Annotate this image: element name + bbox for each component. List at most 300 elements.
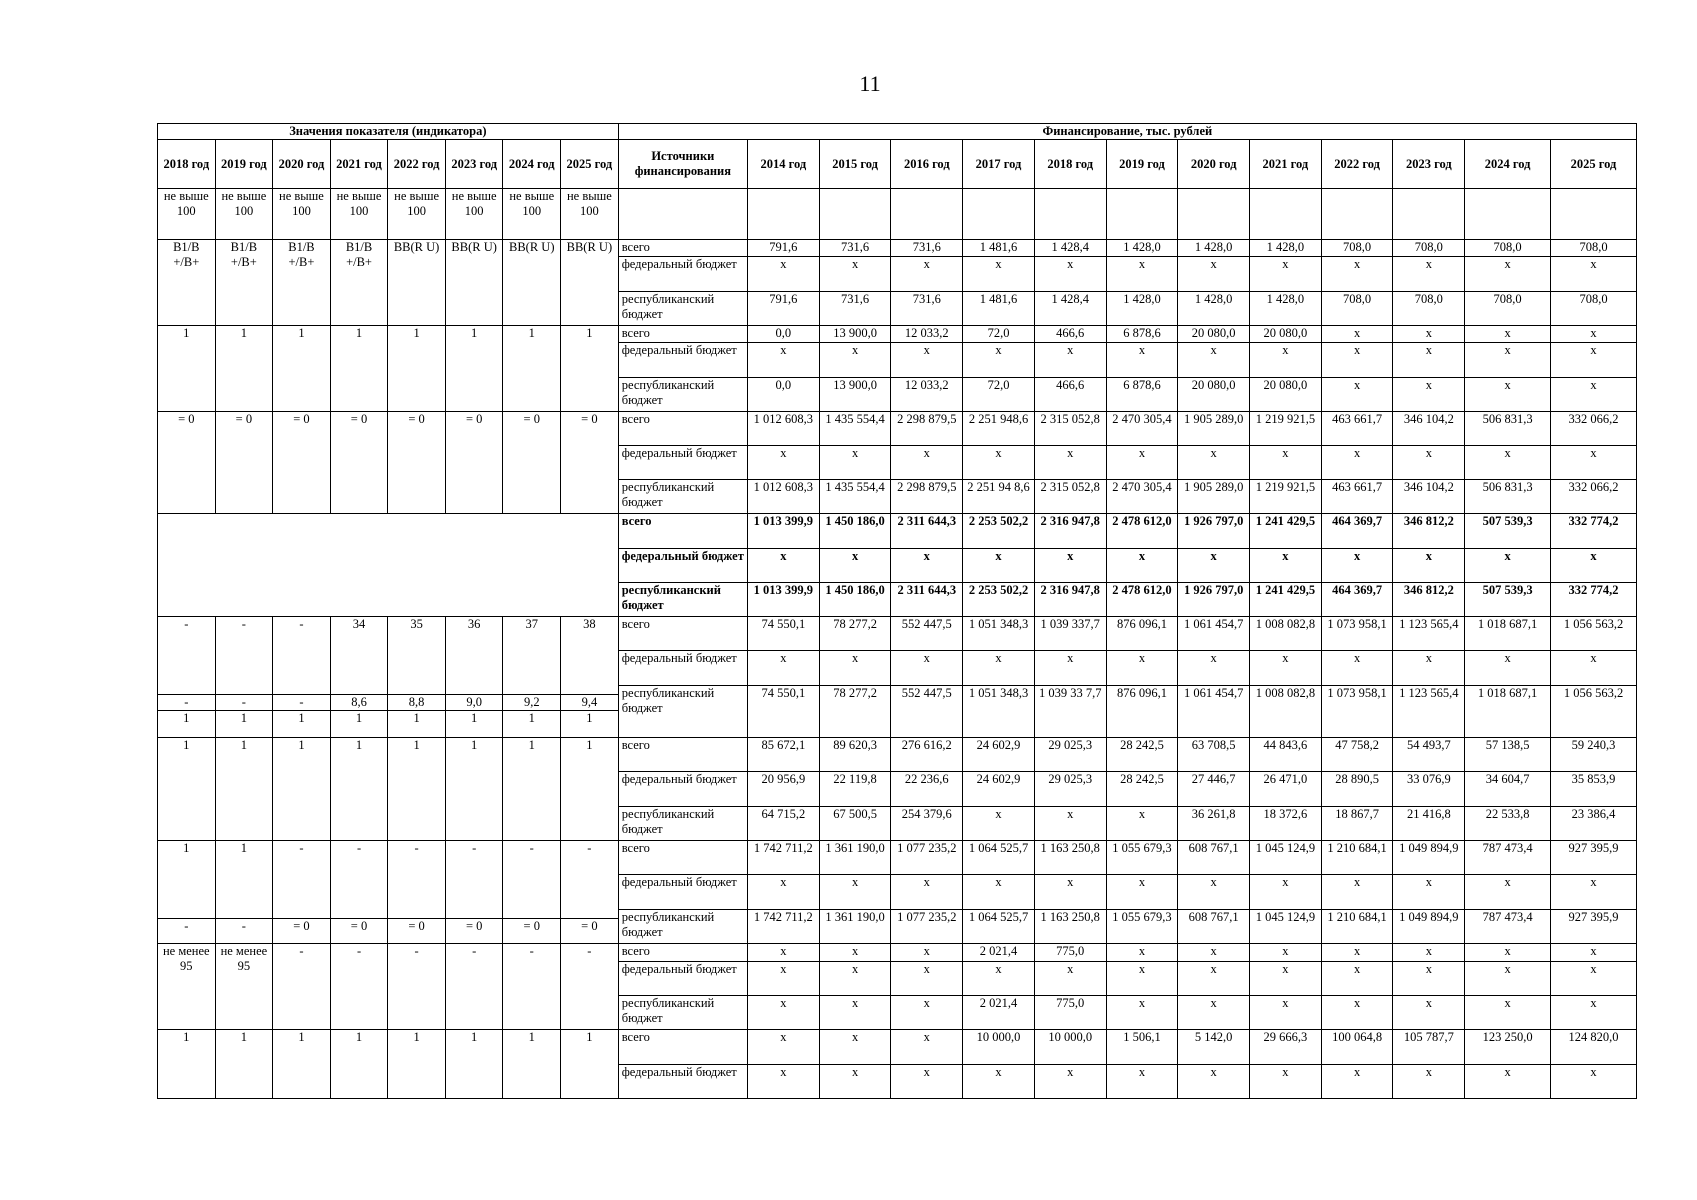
funding-value-cell: 506 831,3: [1465, 411, 1551, 445]
indicator-cell: B1/B +/B+: [273, 239, 331, 325]
funding-value-cell: x: [1321, 962, 1393, 996]
funding-value-cell: x: [1178, 257, 1250, 291]
funding-value-cell: 1 051 348,3: [963, 685, 1035, 737]
funding-value-cell: x: [891, 875, 963, 910]
funding-value-cell: 927 395,9: [1551, 840, 1637, 875]
funding-value-cell: 2 470 305,4: [1106, 480, 1178, 514]
funding-value-cell: 35 853,9: [1551, 772, 1637, 806]
indicator-cell: BB(R U): [503, 239, 561, 325]
funding-value-cell: x: [963, 445, 1035, 479]
funding-value-cell: 74 550,1: [748, 685, 820, 737]
funding-source-cell: республиканский бюджет: [618, 291, 747, 325]
funding-source-cell: республиканский бюджет: [618, 685, 747, 737]
funding-value-cell: x: [748, 257, 820, 291]
funding-value-cell: x: [1106, 343, 1178, 377]
indicator-cell: не выше 100: [388, 189, 446, 240]
table-body: [158, 189, 1637, 1099]
funding-value-cell: 64 715,2: [748, 806, 820, 840]
sub-indicator-value: -: [273, 694, 330, 710]
funding-value-cell: x: [891, 651, 963, 686]
finance-year-header: 2021 год: [1250, 140, 1322, 189]
funding-value-cell: 27 446,7: [1178, 772, 1250, 806]
funding-value-cell: x: [963, 806, 1035, 840]
funding-value-cell: x: [1250, 875, 1322, 910]
indicator-year-header: 2021 год: [330, 140, 388, 189]
funding-value-cell: 708,0: [1393, 239, 1465, 257]
funding-value-cell: 1 049 894,9: [1393, 909, 1465, 944]
funding-value-cell: 2 311 644,3: [891, 582, 963, 616]
funding-value-cell: 100 064,8: [1321, 1030, 1393, 1064]
funding-value-cell: 105 787,7: [1393, 1030, 1465, 1064]
funding-value-cell: 123 250,0: [1465, 1030, 1551, 1064]
indicator-cell: 1 -: [158, 840, 216, 944]
finance-year-header: 2016 год: [891, 140, 963, 189]
funding-value-cell: x: [1393, 962, 1465, 996]
indicator-cell: BB(R U): [388, 239, 446, 325]
funding-value-cell: 1 123 565,4: [1393, 616, 1465, 651]
funding-value-cell: x: [1465, 875, 1551, 910]
funding-value-cell: x: [819, 875, 891, 910]
funding-value-cell: x: [1551, 343, 1637, 377]
funding-value-cell: x: [1106, 944, 1178, 962]
funding-value-cell: 775,0: [1034, 944, 1106, 962]
indicator-cell: -: [273, 944, 331, 1030]
funding-value-cell: 608 767,1: [1178, 909, 1250, 944]
funding-value-cell: 1 013 399,9: [748, 514, 820, 548]
funding-value-cell: x: [891, 962, 963, 996]
indicator-cell: 1: [561, 738, 619, 841]
funding-value-cell: 59 240,3: [1551, 738, 1637, 772]
funding-value-cell: 1 428,0: [1178, 239, 1250, 257]
indicator-cell: 1: [388, 1030, 446, 1099]
funding-value-cell: 78 277,2: [819, 616, 891, 651]
table-row: [158, 239, 1637, 257]
indicator-cell: 1: [273, 738, 331, 841]
funding-value-cell: 2 253 502,2: [963, 582, 1035, 616]
sub-indicator-value: -: [216, 694, 273, 710]
funding-value-cell: x: [1106, 962, 1178, 996]
funding-value-cell: 1 056 563,2: [1551, 616, 1637, 651]
funding-value-cell: 346 104,2: [1393, 480, 1465, 514]
table-row: [158, 325, 1637, 343]
funding-value-cell: 708,0: [1393, 291, 1465, 325]
funding-value-cell: x: [819, 1064, 891, 1098]
funding-source-cell: федеральный бюджет: [618, 257, 747, 291]
funding-value-cell: 28 890,5: [1321, 772, 1393, 806]
indicator-cell: не менее 95: [215, 944, 273, 1030]
funding-value-cell: x: [1321, 1064, 1393, 1098]
funding-value-cell: x: [748, 996, 820, 1030]
indicator-cell: B1/B +/B+: [158, 239, 216, 325]
funding-source-cell: всего: [618, 840, 747, 875]
funding-value-cell: 2 021,4: [963, 996, 1035, 1030]
funding-value-cell: x: [891, 257, 963, 291]
funding-value-cell: 23 386,4: [1551, 806, 1637, 840]
funding-value-cell: x: [891, 1064, 963, 1098]
indicator-year-header: 2018 год: [158, 140, 216, 189]
funding-value-cell: 12 033,2: [891, 325, 963, 343]
funding-value-cell: x: [1250, 962, 1322, 996]
funding-value-cell: 507 539,3: [1465, 514, 1551, 548]
funding-value-cell: x: [819, 548, 891, 582]
funding-value-cell: x: [1106, 806, 1178, 840]
funding-value-cell: 2 311 644,3: [891, 514, 963, 548]
table-row: [158, 411, 1637, 445]
funding-value-cell: [1178, 189, 1250, 240]
sub-indicator-value: = 0: [273, 918, 330, 934]
funding-value-cell: 22 533,8: [1465, 806, 1551, 840]
funding-value-cell: x: [1178, 996, 1250, 1030]
indicator-cell: 1: [561, 1030, 619, 1099]
finance-year-header: 2023 год: [1393, 140, 1465, 189]
sub-indicator-value: 1: [216, 710, 273, 726]
funding-value-cell: x: [1106, 257, 1178, 291]
funding-source-cell: федеральный бюджет: [618, 1064, 747, 1098]
sub-indicator-value: = 0: [446, 918, 503, 934]
funding-source-cell: республиканский бюджет: [618, 377, 747, 411]
funding-value-cell: 2 251 948,6: [963, 411, 1035, 445]
funding-value-cell: 29 025,3: [1034, 738, 1106, 772]
funding-value-cell: x: [1250, 944, 1322, 962]
funding-value-cell: 20 080,0: [1178, 377, 1250, 411]
funding-value-cell: x: [1465, 343, 1551, 377]
funding-value-cell: 1 061 454,7: [1178, 685, 1250, 737]
indicator-cell: 1: [215, 738, 273, 841]
indicator-cell: B1/B +/B+: [330, 239, 388, 325]
funding-source-cell: всего: [618, 738, 747, 772]
sub-indicator-value: 8,6: [331, 694, 388, 710]
indicator-cell: 1: [215, 325, 273, 411]
funding-value-cell: x: [1034, 1064, 1106, 1098]
funding-value-cell: 2 253 502,2: [963, 514, 1035, 548]
sub-indicator-value: = 0: [388, 918, 445, 934]
funding-value-cell: 464 369,7: [1321, 582, 1393, 616]
funding-value-cell: 731,6: [819, 239, 891, 257]
finance-year-header: 2014 год: [748, 140, 820, 189]
funding-value-cell: x: [1551, 325, 1637, 343]
funding-value-cell: x: [1178, 343, 1250, 377]
funding-value-cell: 1 123 565,4: [1393, 685, 1465, 737]
funding-value-cell: x: [1393, 445, 1465, 479]
funding-value-cell: x: [1250, 445, 1322, 479]
indicator-cell: не выше 100: [445, 189, 503, 240]
indicator-cell: не выше 100: [273, 189, 331, 240]
funding-value-cell: 466,6: [1034, 377, 1106, 411]
funding-value-cell: 552 447,5: [891, 616, 963, 651]
funding-source-cell: республиканский бюджет: [618, 582, 747, 616]
funding-value-cell: x: [891, 343, 963, 377]
finance-year-header: 2025 год: [1551, 140, 1637, 189]
funding-value-cell: 63 708,5: [1178, 738, 1250, 772]
indicator-cell: 1: [445, 738, 503, 841]
funding-value-cell: 787 473,4: [1465, 909, 1551, 944]
funding-value-cell: 22 119,8: [819, 772, 891, 806]
funding-value-cell: x: [1321, 651, 1393, 686]
funding-value-cell: x: [1250, 1064, 1322, 1098]
funding-value-cell: 44 843,6: [1250, 738, 1322, 772]
funding-value-cell: 6 878,6: [1106, 325, 1178, 343]
funding-value-cell: 466,6: [1034, 325, 1106, 343]
funding-value-cell: 1 361 190,0: [819, 840, 891, 875]
funding-value-cell: 2 251 94 8,6: [963, 480, 1035, 514]
indicator-group-header: Значения показателя (индикатора): [158, 124, 619, 140]
funding-value-cell: 78 277,2: [819, 685, 891, 737]
indicator-cell: = 0: [158, 411, 216, 514]
funding-value-cell: x: [963, 257, 1035, 291]
funding-value-cell: 708,0: [1321, 239, 1393, 257]
funding-value-cell: x: [1551, 651, 1637, 686]
funding-value-cell: x: [963, 962, 1035, 996]
indicator-cell: 1: [445, 1030, 503, 1099]
funding-value-cell: 1 450 186,0: [819, 514, 891, 548]
indicator-cell: - = 0: [561, 840, 619, 944]
funding-value-cell: 1 049 894,9: [1393, 840, 1465, 875]
funding-value-cell: 1 163 250,8: [1034, 840, 1106, 875]
funding-value-cell: x: [748, 944, 820, 962]
funding-value-cell: 13 900,0: [819, 377, 891, 411]
indicator-cell: 1: [388, 738, 446, 841]
finance-group-header: Финансирование, тыс. рублей: [618, 124, 1636, 140]
funding-value-cell: 731,6: [891, 239, 963, 257]
funding-value-cell: 1 012 608,3: [748, 480, 820, 514]
indicator-cell: BB(R U): [561, 239, 619, 325]
funding-value-cell: x: [1178, 875, 1250, 910]
funding-value-cell: 10 000,0: [1034, 1030, 1106, 1064]
funding-value-cell: 18 867,7: [1321, 806, 1393, 840]
funding-value-cell: [748, 189, 820, 240]
funding-value-cell: x: [1551, 1064, 1637, 1098]
sub-indicator-value: = 0: [503, 918, 560, 934]
funding-value-cell: 1 905 289,0: [1178, 480, 1250, 514]
indicator-year-header: 2022 год: [388, 140, 446, 189]
totals-label-cell: [158, 514, 619, 617]
funding-value-cell: 24 602,9: [963, 738, 1035, 772]
sub-indicator-value: 1: [331, 710, 388, 726]
funding-value-cell: x: [1551, 257, 1637, 291]
indicator-cell: - = 0: [330, 840, 388, 944]
funding-value-cell: 89 620,3: [819, 738, 891, 772]
table-row: [158, 944, 1637, 962]
indicator-cell: -: [330, 944, 388, 1030]
indicator-year-header: 2020 год: [273, 140, 331, 189]
funding-value-cell: x: [748, 445, 820, 479]
funding-value-cell: 54 493,7: [1393, 738, 1465, 772]
funding-value-cell: x: [963, 1064, 1035, 1098]
sub-indicator-value: = 0: [331, 918, 388, 934]
indicator-cell: 1: [388, 325, 446, 411]
funding-value-cell: 1 428,4: [1034, 291, 1106, 325]
funding-value-cell: 1 210 684,1: [1321, 840, 1393, 875]
indicator-cell: не выше 100: [330, 189, 388, 240]
funding-value-cell: x: [1393, 257, 1465, 291]
sub-indicator-value: = 0: [561, 918, 618, 934]
sub-indicator-value: -: [158, 918, 215, 934]
funding-value-cell: [1393, 189, 1465, 240]
funding-value-cell: x: [1551, 944, 1637, 962]
funding-value-cell: x: [748, 651, 820, 686]
funding-value-cell: x: [1178, 651, 1250, 686]
funding-value-cell: x: [1465, 962, 1551, 996]
funding-value-cell: 29 666,3: [1250, 1030, 1322, 1064]
funding-value-cell: 791,6: [748, 239, 820, 257]
funding-value-cell: x: [1551, 875, 1637, 910]
funding-value-cell: x: [1321, 548, 1393, 582]
indicators-financing-table: [157, 123, 1637, 1099]
funding-value-cell: x: [1034, 343, 1106, 377]
table-row: [158, 738, 1637, 772]
funding-value-cell: 1 428,0: [1250, 239, 1322, 257]
funding-value-cell: x: [1250, 651, 1322, 686]
funding-value-cell: 22 236,6: [891, 772, 963, 806]
funding-value-cell: [891, 189, 963, 240]
funding-value-cell: 1 210 684,1: [1321, 909, 1393, 944]
funding-value-cell: 876 096,1: [1106, 685, 1178, 737]
funding-value-cell: 2 478 612,0: [1106, 582, 1178, 616]
funding-value-cell: x: [1393, 875, 1465, 910]
indicator-cell: не выше 100: [503, 189, 561, 240]
funding-value-cell: x: [1465, 1064, 1551, 1098]
funding-source-cell: республиканский бюджет: [618, 806, 747, 840]
funding-value-cell: x: [1321, 257, 1393, 291]
funding-value-cell: 1 241 429,5: [1250, 582, 1322, 616]
funding-value-cell: 2 316 947,8: [1034, 582, 1106, 616]
sub-indicator-value: 1: [561, 710, 618, 726]
funding-value-cell: 124 820,0: [1551, 1030, 1637, 1064]
funding-value-cell: 1 008 082,8: [1250, 685, 1322, 737]
funding-value-cell: 2 021,4: [963, 944, 1035, 962]
funding-value-cell: 1 742 711,2: [748, 840, 820, 875]
funding-value-cell: x: [1250, 257, 1322, 291]
funding-value-cell: x: [1250, 996, 1322, 1030]
funding-value-cell: x: [1034, 651, 1106, 686]
funding-value-cell: x: [1178, 548, 1250, 582]
indicator-cell: = 0: [330, 411, 388, 514]
funding-value-cell: 28 242,5: [1106, 772, 1178, 806]
funding-value-cell: x: [1321, 377, 1393, 411]
funding-value-cell: [1465, 189, 1551, 240]
indicator-cell: 34 8,6 1: [330, 616, 388, 737]
funding-source-cell: федеральный бюджет: [618, 875, 747, 910]
funding-value-cell: 1 073 958,1: [1321, 685, 1393, 737]
funding-value-cell: 1 219 921,5: [1250, 411, 1322, 445]
funding-value-cell: x: [748, 1030, 820, 1064]
indicator-cell: 1: [503, 738, 561, 841]
funding-source-cell: [618, 189, 747, 240]
funding-value-cell: x: [1321, 875, 1393, 910]
funding-value-cell: 1 045 124,9: [1250, 909, 1322, 944]
funding-value-cell: 731,6: [891, 291, 963, 325]
funding-value-cell: x: [819, 445, 891, 479]
funding-value-cell: 57 138,5: [1465, 738, 1551, 772]
funding-value-cell: x: [1393, 944, 1465, 962]
funding-value-cell: x: [1465, 996, 1551, 1030]
table-row: [158, 514, 1637, 548]
indicator-cell: - = 0: [273, 840, 331, 944]
funding-value-cell: x: [1551, 962, 1637, 996]
funding-value-cell: x: [1034, 875, 1106, 910]
funding-value-cell: x: [748, 1064, 820, 1098]
funding-value-cell: x: [1250, 548, 1322, 582]
funding-value-cell: x: [819, 343, 891, 377]
indicator-cell: 1: [215, 1030, 273, 1099]
funding-source-cell: федеральный бюджет: [618, 343, 747, 377]
funding-value-cell: 1 039 33 7,7: [1034, 685, 1106, 737]
funding-source-cell: федеральный бюджет: [618, 651, 747, 686]
funding-value-cell: 20 080,0: [1178, 325, 1250, 343]
funding-value-cell: x: [1106, 1064, 1178, 1098]
indicator-cell: 1: [330, 1030, 388, 1099]
funding-value-cell: x: [1106, 548, 1178, 582]
funding-value-cell: 21 416,8: [1393, 806, 1465, 840]
funding-value-cell: 28 242,5: [1106, 738, 1178, 772]
funding-value-cell: 1 077 235,2: [891, 909, 963, 944]
indicator-year-header: 2025 год: [561, 140, 619, 189]
funding-value-cell: 276 616,2: [891, 738, 963, 772]
indicator-cell: - - 1: [215, 616, 273, 737]
sub-indicator-value: 1: [503, 710, 560, 726]
indicator-cell: не выше 100: [215, 189, 273, 240]
indicator-cell: 38 9,4 1: [561, 616, 619, 737]
funding-value-cell: 2 478 612,0: [1106, 514, 1178, 548]
funding-source-cell: всего: [618, 616, 747, 651]
funding-value-cell: x: [1393, 1064, 1465, 1098]
funding-value-cell: 5 142,0: [1178, 1030, 1250, 1064]
funding-source-cell: всего: [618, 239, 747, 257]
funding-value-cell: x: [1321, 343, 1393, 377]
funding-value-cell: 18 372,6: [1250, 806, 1322, 840]
funding-value-cell: [1321, 189, 1393, 240]
funding-value-cell: 1 428,0: [1178, 291, 1250, 325]
funding-value-cell: [1250, 189, 1322, 240]
indicator-cell: 1: [445, 325, 503, 411]
funding-value-cell: 10 000,0: [963, 1030, 1035, 1064]
funding-value-cell: 1 018 687,1: [1465, 685, 1551, 737]
funding-value-cell: [963, 189, 1035, 240]
funding-value-cell: 463 661,7: [1321, 411, 1393, 445]
funding-value-cell: 29 025,3: [1034, 772, 1106, 806]
sub-indicator-value: 1: [388, 710, 445, 726]
funding-value-cell: x: [963, 875, 1035, 910]
funding-value-cell: x: [1106, 445, 1178, 479]
funding-value-cell: 787 473,4: [1465, 840, 1551, 875]
funding-value-cell: x: [1465, 548, 1551, 582]
funding-value-cell: 332 774,2: [1551, 582, 1637, 616]
indicator-cell: -: [445, 944, 503, 1030]
funding-value-cell: 2 298 879,5: [891, 480, 963, 514]
funding-source-cell: всего: [618, 1030, 747, 1064]
funding-value-cell: 2 298 879,5: [891, 411, 963, 445]
funding-value-cell: x: [1465, 445, 1551, 479]
funding-value-cell: 346 104,2: [1393, 411, 1465, 445]
indicator-cell: 1: [561, 325, 619, 411]
funding-value-cell: 254 379,6: [891, 806, 963, 840]
funding-source-cell: республиканский бюджет: [618, 996, 747, 1030]
funding-value-cell: 34 604,7: [1465, 772, 1551, 806]
funding-value-cell: 74 550,1: [748, 616, 820, 651]
funding-value-cell: 1 056 563,2: [1551, 685, 1637, 737]
funding-value-cell: 1 012 608,3: [748, 411, 820, 445]
funding-value-cell: 346 812,2: [1393, 582, 1465, 616]
indicator-cell: = 0: [215, 411, 273, 514]
funding-value-cell: x: [1106, 996, 1178, 1030]
funding-value-cell: [819, 189, 891, 240]
funding-value-cell: 1 428,0: [1106, 239, 1178, 257]
funding-value-cell: 2 315 052,8: [1034, 480, 1106, 514]
funding-value-cell: 1 361 190,0: [819, 909, 891, 944]
funding-value-cell: 20 080,0: [1250, 325, 1322, 343]
indicator-cell: B1/B +/B+: [215, 239, 273, 325]
page-number: 11: [859, 71, 881, 96]
